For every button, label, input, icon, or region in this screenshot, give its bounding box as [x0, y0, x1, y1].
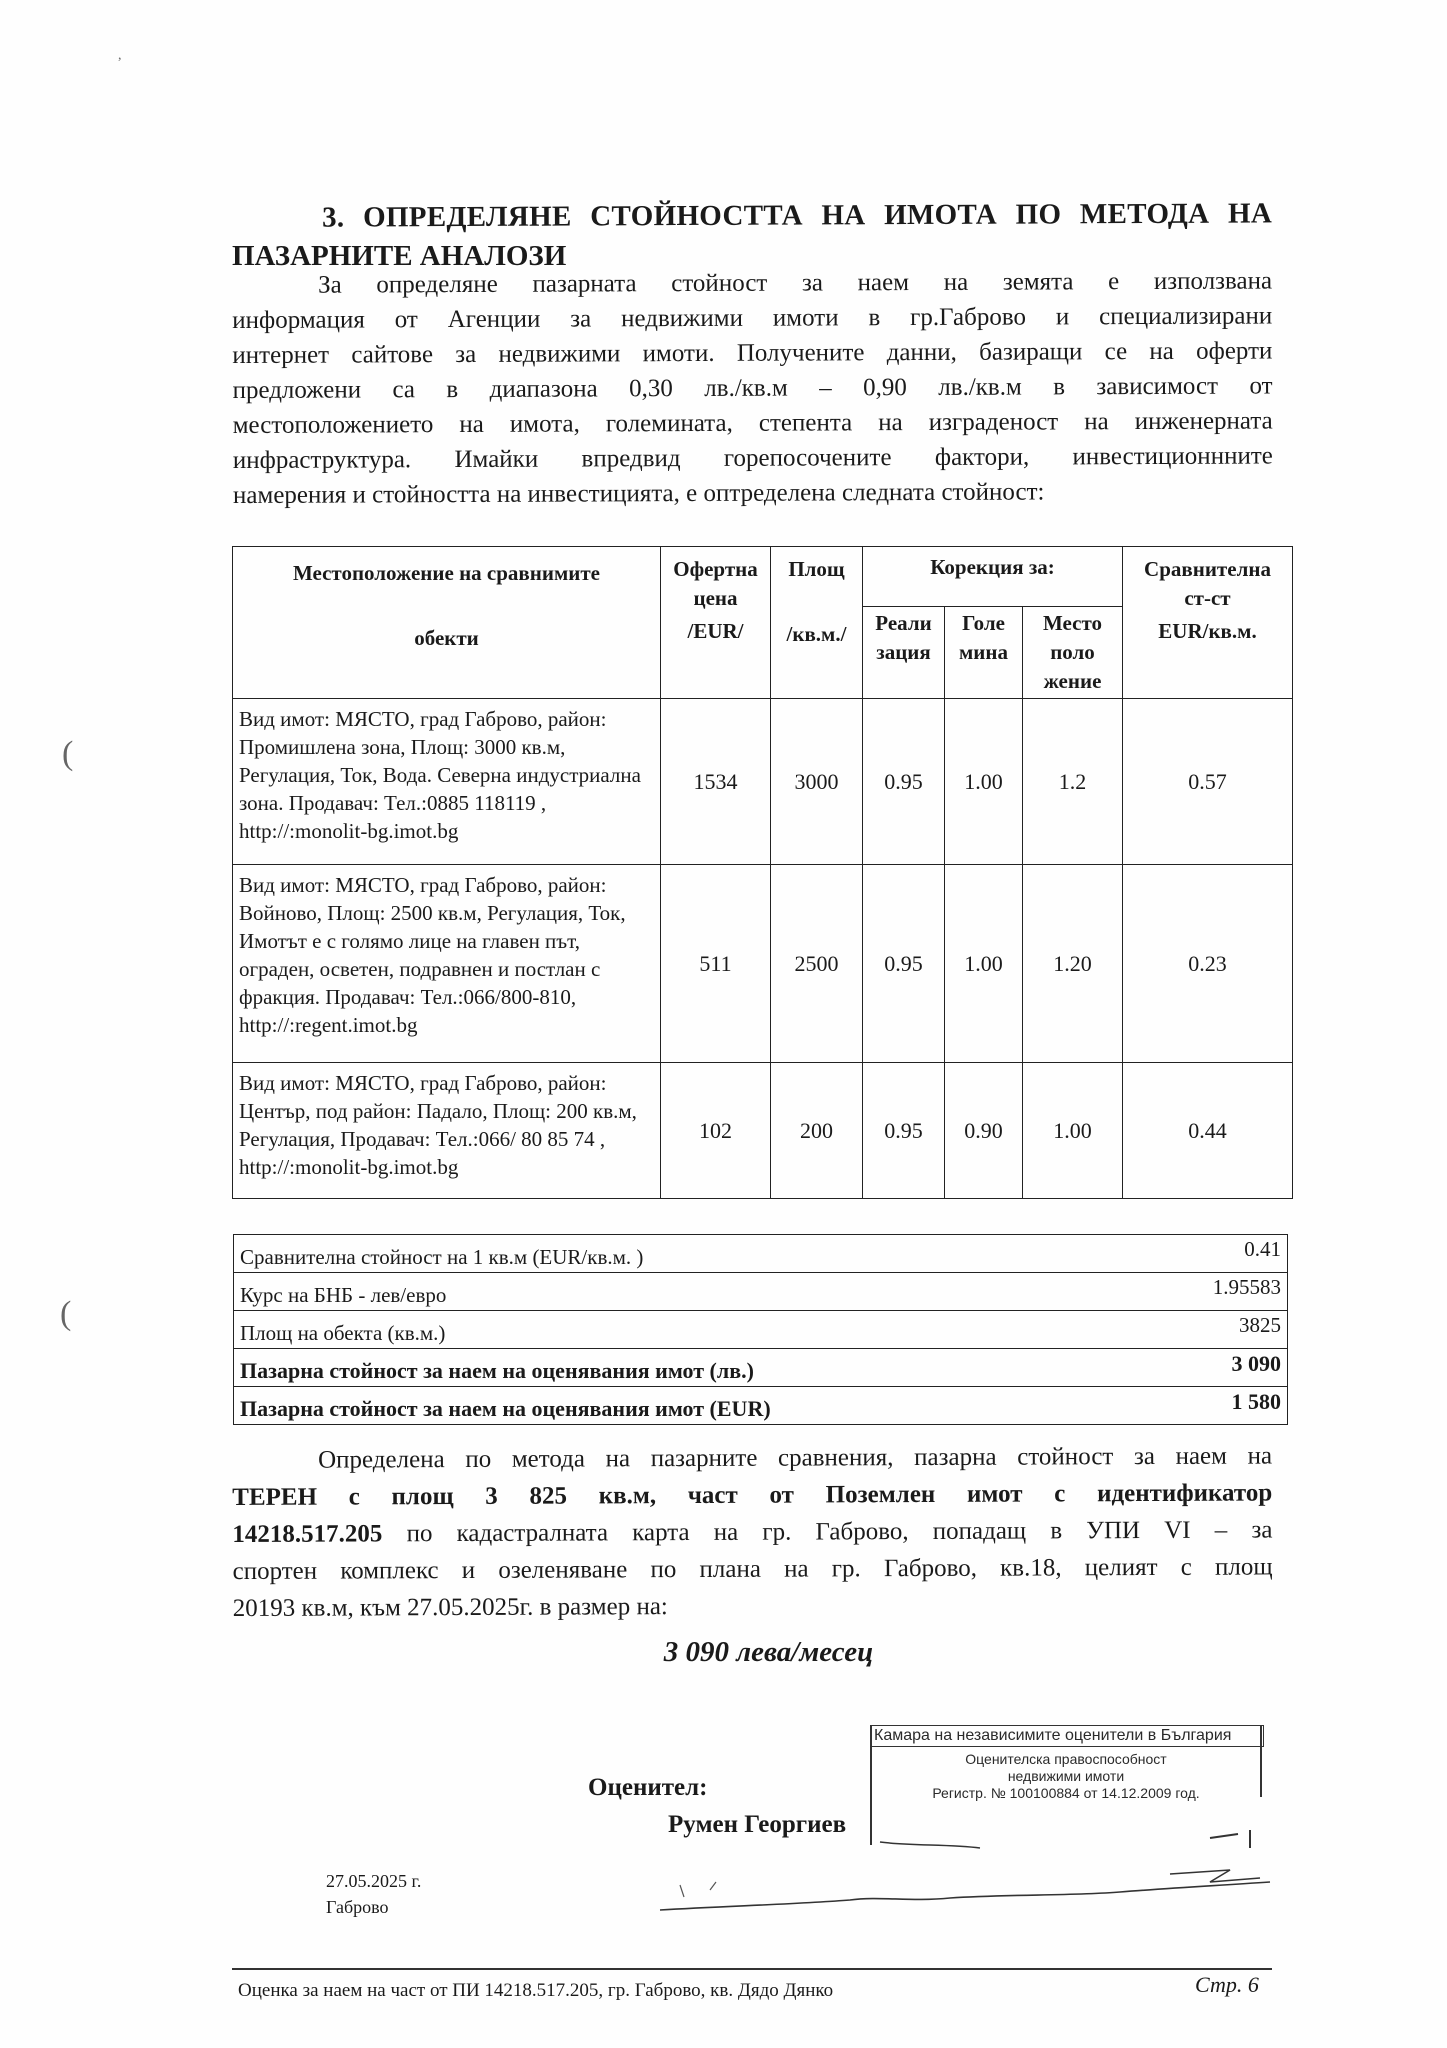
hole-punch-mark: (: [62, 735, 74, 772]
hole-punch-mark: (: [60, 1295, 72, 1332]
header-location: Местоположение на сравнимите обекти: [233, 547, 661, 699]
section-heading-line2: ПАЗАРНИТЕ АНАЛОЗИ: [232, 240, 567, 272]
intro-line: намерения и стойността на инвестицията, е оптределена следната стойност:: [232, 478, 1045, 509]
row-location: 1.20: [1023, 865, 1123, 1063]
summary-label: Сравнителна стойност на 1 кв.м (EUR/кв.м. ): [234, 1235, 1156, 1273]
intro-paragraph: [232, 263, 1273, 513]
row-area: 200: [771, 1063, 863, 1199]
header-realization: Реали зация: [863, 607, 945, 699]
table-row: [233, 865, 1293, 1063]
appraiser-label: Оценител:: [588, 1774, 708, 1801]
conclusion-line: ТЕРЕН с площ 3 825 кв.м, част от Поземлен имот с идентификатор: [232, 1479, 1273, 1511]
appraiser-name: Румен Георгиев: [668, 1811, 847, 1838]
handwritten-signature: [650, 1830, 1290, 1930]
signature-date: 27.05.2025 г.: [326, 1871, 422, 1891]
row-realization: 0.95: [863, 1063, 945, 1199]
row-price: 511: [661, 865, 771, 1063]
row-area: 2500: [771, 865, 863, 1063]
header-comparative: Сравнителна ст-ст EUR/кв.м.: [1123, 547, 1293, 699]
summary-row: [234, 1349, 1288, 1387]
summary-value: 1.95583: [1155, 1273, 1288, 1311]
intro-line: предложени са в диапазона 0,30 лв./кв.м – 0,90 лв./кв.м в зависимост от: [232, 372, 1273, 404]
conclusion-line: 14218.517.205 по кадастралната карта на гр. Габрово, попадащ в УПИ VI – за: [232, 1516, 1273, 1548]
intro-line: интернет сайтове за недвижими имоти. Получените данни, базиращи се на оферти: [232, 337, 1273, 369]
header-size: Голе мина: [945, 607, 1023, 699]
row-size: 0.90: [945, 1063, 1023, 1199]
row-comparative: 0.23: [1123, 865, 1293, 1063]
header-correction: Корекция за:: [863, 547, 1123, 607]
intro-line: За определяне пазарната стойност за наем на земята е използвана: [318, 267, 1273, 299]
table-row: [233, 1063, 1293, 1199]
margin-mark: ,: [118, 48, 122, 63]
summary-row: [234, 1387, 1288, 1425]
row-price: 102: [661, 1063, 771, 1199]
intro-line: инфраструктура. Имайки впредвид горепосочените фактори, инвестиционнните: [232, 442, 1273, 474]
summary-row: [234, 1273, 1288, 1311]
row-location: 1.00: [1023, 1063, 1123, 1199]
summary-label: Пазарна стойност за наем на оценявания имот (лв.): [234, 1349, 1156, 1387]
stamp-title: Камара на независимите оценители в България: [870, 1725, 1264, 1747]
conclusion-line: спортен комплекс и озеленяване по плана на гр. Габрово, кв.18, целият с площ: [232, 1553, 1273, 1585]
summary-row: [234, 1311, 1288, 1349]
row-comparative: 0.44: [1123, 1063, 1293, 1199]
header-location-corr: Место поло жение: [1023, 607, 1123, 699]
conclusion-line: 20193 кв.м, към 27.05.2025г. в размер на:: [232, 1593, 668, 1622]
summary-label: Курс на БНБ - лев/евро: [234, 1273, 1156, 1311]
signature-city: Габрово: [326, 1897, 389, 1917]
summary-label: Площ на обекта (кв.м.): [234, 1311, 1156, 1349]
summary-table: [233, 1234, 1288, 1425]
row-comparative: 0.57: [1123, 699, 1293, 865]
section-heading: 3. ОПРЕДЕЛЯНЕ СТОЙНОСТТА НА ИМОТА ПО МЕТОДА НА: [322, 197, 1273, 234]
conclusion-paragraph: [232, 1437, 1273, 1627]
summary-row: [234, 1235, 1288, 1273]
summary-label: Пазарна стойност за наем на оценявания имот (EUR): [234, 1387, 1156, 1425]
footer-title: Оценка за наем на част от ПИ 14218.517.205, гр. Габрово, кв. Дядо Дянко: [238, 1980, 834, 2001]
conclusion-line: Определена по метода на пазарните сравнения, пазарна стойност за наем на: [318, 1442, 1273, 1474]
table-row: [233, 699, 1293, 865]
signature-date-block: [326, 1868, 421, 1920]
summary-value: 3825: [1155, 1311, 1288, 1349]
result-value: 3 090 лева/месец: [663, 1636, 874, 1668]
row-realization: 0.95: [863, 865, 945, 1063]
summary-value: 3 090: [1155, 1349, 1288, 1387]
stamp-text: Оценителска правоспособност недвижими имоти Регистр. № 100100884 от 14.12.2009 год.: [932, 1751, 1200, 1801]
row-location: 1.2: [1023, 699, 1123, 865]
row-realization: 0.95: [863, 699, 945, 865]
summary-value: 1 580: [1155, 1387, 1288, 1425]
row-area: 3000: [771, 699, 863, 865]
header-offer-price: Офертна цена /EUR/: [661, 547, 771, 699]
row-description: Вид имот: МЯСТО, град Габрово, район: Промишлена зона, Площ: 3000 кв.м, Регулация, Ток, Вода. Северна индустриална зона. Продавач: Тел.:0885 118119 , http://:monolit-bg.imot.bg: [233, 699, 661, 865]
footer-divider: [232, 1968, 1272, 1970]
row-price: 1534: [661, 699, 771, 865]
intro-line: информация от Агенции за недвижими имоти в гр.Габрово и специализирани: [232, 302, 1273, 334]
page-number: Стр. 6: [1195, 1972, 1259, 1997]
row-size: 1.00: [945, 699, 1023, 865]
summary-value: 0.41: [1155, 1235, 1288, 1273]
row-size: 1.00: [945, 865, 1023, 1063]
intro-line: местоположението на имота, големината, степента на изграденост на инженерната: [232, 407, 1273, 439]
comparison-table: [232, 546, 1293, 1199]
row-description: Вид имот: МЯСТО, град Габрово, район: Център, под район: Падало, Площ: 200 кв.м, Регулация, Продавач: Тел.:066/ 80 85 74 , http://:monolit-bg.imot.bg: [233, 1063, 661, 1199]
row-description: Вид имот: МЯСТО, град Габрово, район: Войново, Площ: 2500 кв.м, Регулация, Ток, Имотът е с голямо лице на главен път, ограден, осветен, подравнен и постлан с фракция. Продавач: Тел.:066/800-810, http://:regent.imot.bg: [233, 865, 661, 1063]
header-area: Площ /кв.м./: [771, 547, 863, 699]
